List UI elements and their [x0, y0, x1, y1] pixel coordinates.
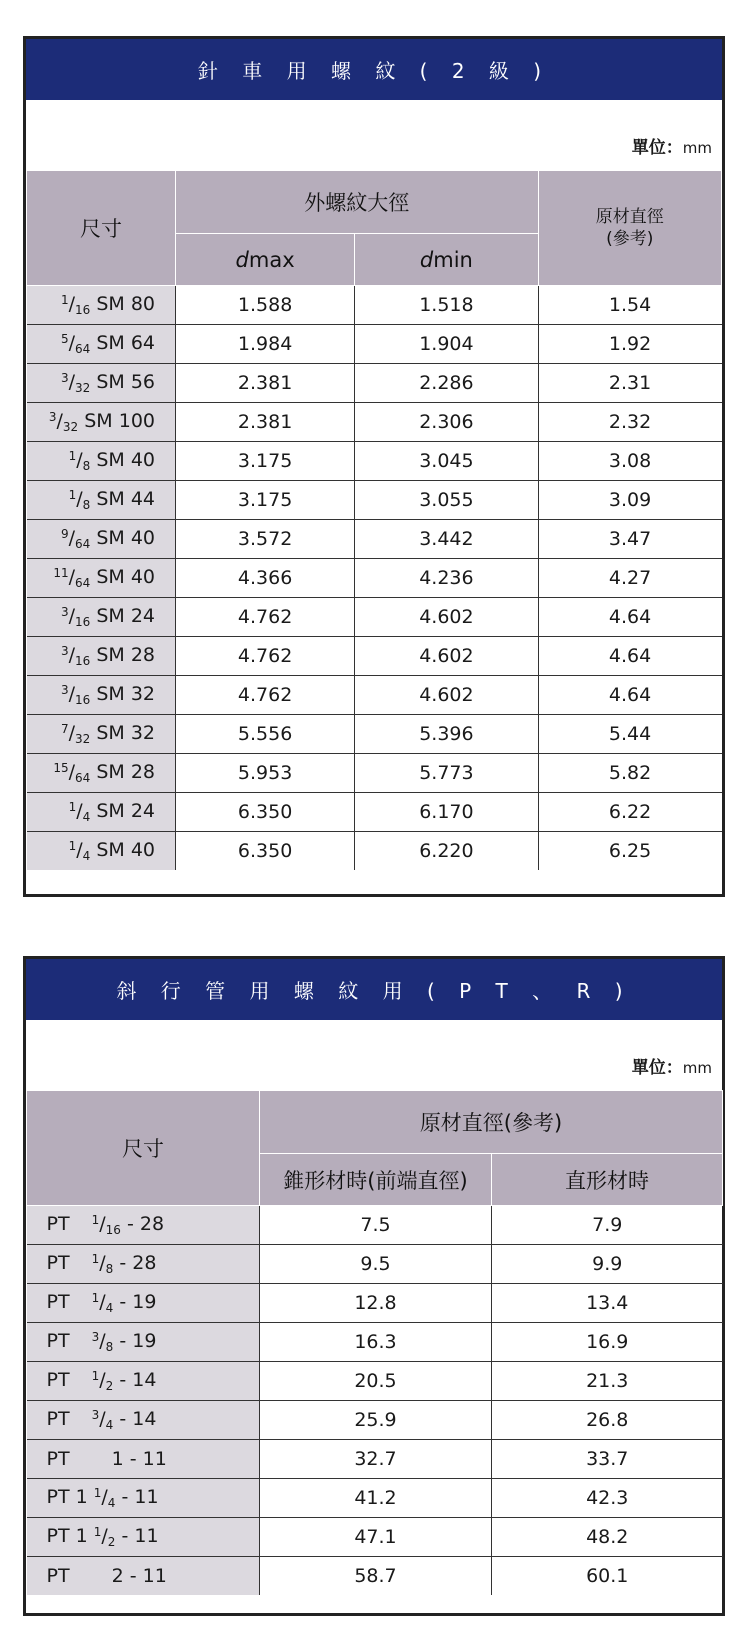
fraction-numerator: 9	[60, 527, 69, 541]
table-row	[27, 403, 722, 442]
fraction-denominator: 4	[105, 1418, 114, 1432]
size-cell: PT 1 $^1/_2 - 11$	[27, 1518, 260, 1557]
fraction-numerator: 1	[60, 293, 69, 307]
dmax-cell: 3.175	[176, 442, 355, 481]
pitch: 11	[142, 1448, 167, 1470]
sewing-thread-table	[26, 170, 722, 870]
fraction-denominator: 16	[75, 615, 91, 629]
size-cell: PT $^3/_8 - 19$	[27, 1323, 260, 1362]
stock-cell: 4.27	[538, 559, 721, 598]
fraction-denominator: 32	[62, 420, 79, 434]
stock-cell: 4.64	[538, 676, 721, 715]
pitch: 11	[134, 1486, 159, 1508]
fraction-denominator: 4	[107, 1496, 116, 1510]
unit-label: 單位：mm	[631, 138, 712, 158]
size-prefix: PT 1	[46, 1525, 94, 1547]
stock-cell: 6.22	[538, 793, 721, 832]
size-prefix: PT	[46, 1408, 76, 1430]
size-cell: PT $^1/_8 - 28$	[27, 1245, 260, 1284]
dmin-cell: 5.773	[355, 754, 538, 793]
dmin-cell: 2.306	[355, 403, 538, 442]
dmin-cell: 4.602	[355, 676, 538, 715]
fraction-denominator: 16	[75, 654, 91, 668]
table-title: 針 車 用 螺 紋 ( 2 級 )	[26, 39, 722, 100]
header-size: 尺寸	[27, 1091, 260, 1206]
fraction-numerator: 3	[60, 644, 69, 658]
straight-cell: 9.9	[492, 1245, 723, 1284]
dmax-cell: 2.381	[176, 403, 355, 442]
dmin-cell: 1.904	[355, 325, 538, 364]
stock-cell: 4.64	[538, 637, 721, 676]
thread-spec: SM 24	[96, 800, 155, 822]
size-prefix: PT	[46, 1213, 76, 1235]
size-cell: $^{11}/_{64}$ SM 40	[27, 559, 176, 598]
fraction-numerator: 15	[53, 761, 69, 775]
stock-cell: 1.54	[538, 286, 721, 325]
dmax-cell: 6.350	[176, 793, 355, 832]
fraction-denominator: 8	[82, 498, 91, 512]
stock-cell: 5.82	[538, 754, 721, 793]
fraction-denominator: 4	[82, 849, 91, 863]
straight-cell: 21.3	[492, 1362, 723, 1401]
size-cell: PT $^1/_{16} - 28$	[27, 1206, 260, 1245]
fraction-numerator: 1	[93, 1525, 102, 1539]
dmax-cell: 1.588	[176, 286, 355, 325]
straight-cell: 33.7	[492, 1440, 723, 1479]
header-dmin: dmin	[355, 234, 538, 286]
header-size: 尺寸	[27, 171, 176, 286]
thread-spec: SM 40	[96, 839, 155, 861]
fraction-denominator: 2	[105, 1379, 114, 1393]
fraction-numerator: 1	[91, 1369, 100, 1383]
fraction-denominator: 16	[105, 1223, 121, 1237]
taper-cell: 32.7	[260, 1440, 492, 1479]
fraction-numerator: 3	[60, 605, 69, 619]
header-major-diameter: 外螺紋大徑	[176, 171, 539, 234]
dmax-cell: 4.762	[176, 598, 355, 637]
table-row	[27, 637, 722, 676]
thread-spec: SM 32	[96, 683, 155, 705]
thread-spec: SM 40	[96, 527, 155, 549]
table-row	[27, 520, 722, 559]
pitch: 11	[142, 1565, 167, 1587]
fraction-numerator: 1	[91, 1213, 100, 1227]
thread-spec: SM 100	[84, 410, 155, 432]
pitch: 28	[132, 1252, 157, 1274]
fraction-denominator: 8	[105, 1340, 114, 1354]
table-row	[27, 442, 722, 481]
table-row	[27, 481, 722, 520]
dmax-cell: 4.366	[176, 559, 355, 598]
size-prefix: PT	[46, 1252, 76, 1274]
size-cell: $^9/_{64}$ SM 40	[27, 520, 176, 559]
dmin-cell: 5.396	[355, 715, 538, 754]
dmax-cell: 4.762	[176, 676, 355, 715]
size-cell: $^3/_{32}$ SM 100	[27, 403, 176, 442]
dmin-cell: 4.602	[355, 598, 538, 637]
fraction-denominator: 2	[107, 1535, 116, 1549]
fraction-denominator: 8	[82, 459, 91, 473]
straight-cell: 26.8	[492, 1401, 723, 1440]
fraction-denominator: 64	[75, 342, 91, 356]
pitch: 28	[139, 1213, 165, 1235]
stock-cell: 6.25	[538, 832, 721, 871]
size-prefix: PT	[46, 1330, 76, 1352]
table-row	[27, 364, 722, 403]
table-row	[27, 286, 722, 325]
fraction-numerator: 1	[91, 1252, 100, 1266]
size-prefix: PT 1	[46, 1486, 94, 1508]
size-prefix: PT	[46, 1291, 76, 1313]
stock-cell: 2.31	[538, 364, 721, 403]
taper-cell: 7.5	[260, 1206, 492, 1245]
fraction-numerator: 1	[93, 1486, 102, 1500]
straight-cell: 42.3	[492, 1479, 723, 1518]
table-row	[27, 325, 722, 364]
fraction-denominator: 16	[75, 303, 91, 317]
thread-spec: SM 32	[96, 722, 155, 744]
table-row	[27, 715, 722, 754]
dmin-cell: 6.220	[355, 832, 538, 871]
straight-cell: 7.9	[492, 1206, 723, 1245]
table-row	[27, 1401, 723, 1440]
dmin-cell: 3.045	[355, 442, 538, 481]
stock-cell: 3.47	[538, 520, 721, 559]
dmax-cell: 1.984	[176, 325, 355, 364]
straight-cell: 16.9	[492, 1323, 723, 1362]
table-row	[27, 1518, 723, 1557]
size-cell: $^3/_{16}$ SM 32	[27, 676, 176, 715]
table-row	[27, 832, 722, 871]
thread-spec: SM 80	[96, 293, 155, 315]
size-whole: 1	[111, 1448, 124, 1470]
thread-spec: SM 64	[96, 332, 155, 354]
fraction-numerator: 1	[91, 1291, 100, 1305]
pipe-thread-panel	[23, 956, 725, 1616]
straight-cell: 60.1	[492, 1557, 723, 1596]
stock-cell: 3.09	[538, 481, 721, 520]
straight-cell: 13.4	[492, 1284, 723, 1323]
thread-spec: SM 56	[96, 371, 155, 393]
pitch: 19	[132, 1291, 157, 1313]
taper-cell: 25.9	[260, 1401, 492, 1440]
dmin-cell: 1.518	[355, 286, 538, 325]
dmax-cell: 3.572	[176, 520, 355, 559]
taper-cell: 12.8	[260, 1284, 492, 1323]
table-row	[27, 1206, 723, 1245]
size-cell: PT 2 - 11	[27, 1557, 260, 1596]
dmax-cell: 6.350	[176, 832, 355, 871]
size-cell: PT 1 $^1/_4 - 11$	[27, 1479, 260, 1518]
size-cell: $^{15}/_{64}$ SM 28	[27, 754, 176, 793]
pitch: 14	[132, 1369, 157, 1391]
fraction-denominator: 4	[105, 1301, 114, 1315]
dmin-cell: 4.236	[355, 559, 538, 598]
table-row	[27, 598, 722, 637]
dmax-cell: 2.381	[176, 364, 355, 403]
size-cell: $^7/_{32}$ SM 32	[27, 715, 176, 754]
size-cell: $^3/_{16}$ SM 28	[27, 637, 176, 676]
fraction-numerator: 3	[48, 410, 57, 424]
size-cell: $^1/_4$ SM 40	[27, 832, 176, 871]
taper-cell: 58.7	[260, 1557, 492, 1596]
fraction-numerator: 1	[68, 449, 77, 463]
fraction-denominator: 32	[75, 732, 91, 746]
fraction-numerator: 3	[91, 1408, 100, 1422]
table-row	[27, 676, 722, 715]
dmax-cell: 5.953	[176, 754, 355, 793]
table-row	[27, 1323, 723, 1362]
dmin-cell: 6.170	[355, 793, 538, 832]
table-row	[27, 793, 722, 832]
fraction-denominator: 64	[75, 576, 91, 590]
size-cell: $^1/_8$ SM 44	[27, 481, 176, 520]
table-row	[27, 559, 722, 598]
dmax-cell: 5.556	[176, 715, 355, 754]
unit-label: 單位：mm	[631, 1058, 712, 1078]
dmin-cell: 2.286	[355, 364, 538, 403]
thread-spec: SM 28	[96, 761, 155, 783]
size-prefix: PT	[46, 1448, 76, 1470]
header-stock-diameter: 原材直徑 (參考)	[538, 171, 721, 286]
straight-cell: 48.2	[492, 1518, 723, 1557]
fraction-numerator: 1	[68, 800, 77, 814]
taper-cell: 9.5	[260, 1245, 492, 1284]
fraction-denominator: 64	[75, 771, 91, 785]
dmin-cell: 4.602	[355, 637, 538, 676]
fraction-denominator: 64	[75, 537, 91, 551]
table-row	[27, 1557, 723, 1596]
taper-cell: 41.2	[260, 1479, 492, 1518]
size-prefix: PT	[46, 1369, 76, 1391]
dmax-cell: 4.762	[176, 637, 355, 676]
fraction-numerator: 3	[60, 371, 69, 385]
dmin-cell: 3.055	[355, 481, 538, 520]
table-row	[27, 1362, 723, 1401]
table-row	[27, 1479, 723, 1518]
taper-cell: 16.3	[260, 1323, 492, 1362]
size-cell: PT $^3/_4 - 14$	[27, 1401, 260, 1440]
size-cell: $^3/_{16}$ SM 24	[27, 598, 176, 637]
pitch: 11	[134, 1525, 159, 1547]
header-dmax: dmax	[176, 234, 355, 286]
fraction-denominator: 8	[105, 1262, 114, 1276]
fraction-numerator: 1	[68, 839, 77, 853]
header-straight: 直形材時	[492, 1154, 723, 1206]
fraction-denominator: 4	[82, 810, 91, 824]
stock-cell: 4.64	[538, 598, 721, 637]
pitch: 19	[132, 1330, 157, 1352]
size-cell: $^1/_4$ SM 24	[27, 793, 176, 832]
thread-spec: SM 24	[96, 605, 155, 627]
pipe-thread-table	[26, 1090, 723, 1595]
table-row	[27, 1284, 723, 1323]
size-cell: $^3/_{32}$ SM 56	[27, 364, 176, 403]
taper-cell: 47.1	[260, 1518, 492, 1557]
fraction-numerator: 3	[60, 683, 69, 697]
fraction-denominator: 16	[75, 693, 91, 707]
table-row	[27, 754, 722, 793]
pitch: 14	[132, 1408, 157, 1430]
fraction-numerator: 11	[53, 566, 69, 580]
taper-cell: 20.5	[260, 1362, 492, 1401]
table-row	[27, 1245, 723, 1284]
size-whole: 2	[111, 1565, 124, 1587]
thread-spec: SM 44	[96, 488, 155, 510]
sewing-thread-panel	[23, 36, 725, 897]
fraction-numerator: 1	[68, 488, 77, 502]
size-cell: PT $^1/_2 - 14$	[27, 1362, 260, 1401]
fraction-denominator: 32	[75, 381, 91, 395]
header-taper: 錐形材時(前端直徑)	[260, 1154, 492, 1206]
size-cell: $^5/_{64}$ SM 64	[27, 325, 176, 364]
dmin-cell: 3.442	[355, 520, 538, 559]
size-cell: $^1/_{16}$ SM 80	[27, 286, 176, 325]
fraction-numerator: 3	[91, 1330, 100, 1344]
thread-spec: SM 40	[96, 449, 155, 471]
table-title: 斜 行 管 用 螺 紋 用 ( P T 、 R )	[26, 959, 722, 1020]
fraction-numerator: 5	[60, 332, 69, 346]
fraction-numerator: 7	[60, 722, 69, 736]
header-stock-diameter: 原材直徑(參考)	[260, 1091, 723, 1154]
stock-cell: 5.44	[538, 715, 721, 754]
size-prefix: PT	[46, 1565, 76, 1587]
thread-spec: SM 28	[96, 644, 155, 666]
size-cell: $^1/_8$ SM 40	[27, 442, 176, 481]
size-cell: PT 1 - 11	[27, 1440, 260, 1479]
size-cell: PT $^1/_4 - 19$	[27, 1284, 260, 1323]
stock-cell: 2.32	[538, 403, 721, 442]
thread-spec: SM 40	[96, 566, 155, 588]
table-row	[27, 1440, 723, 1479]
stock-cell: 3.08	[538, 442, 721, 481]
stock-cell: 1.92	[538, 325, 721, 364]
dmax-cell: 3.175	[176, 481, 355, 520]
